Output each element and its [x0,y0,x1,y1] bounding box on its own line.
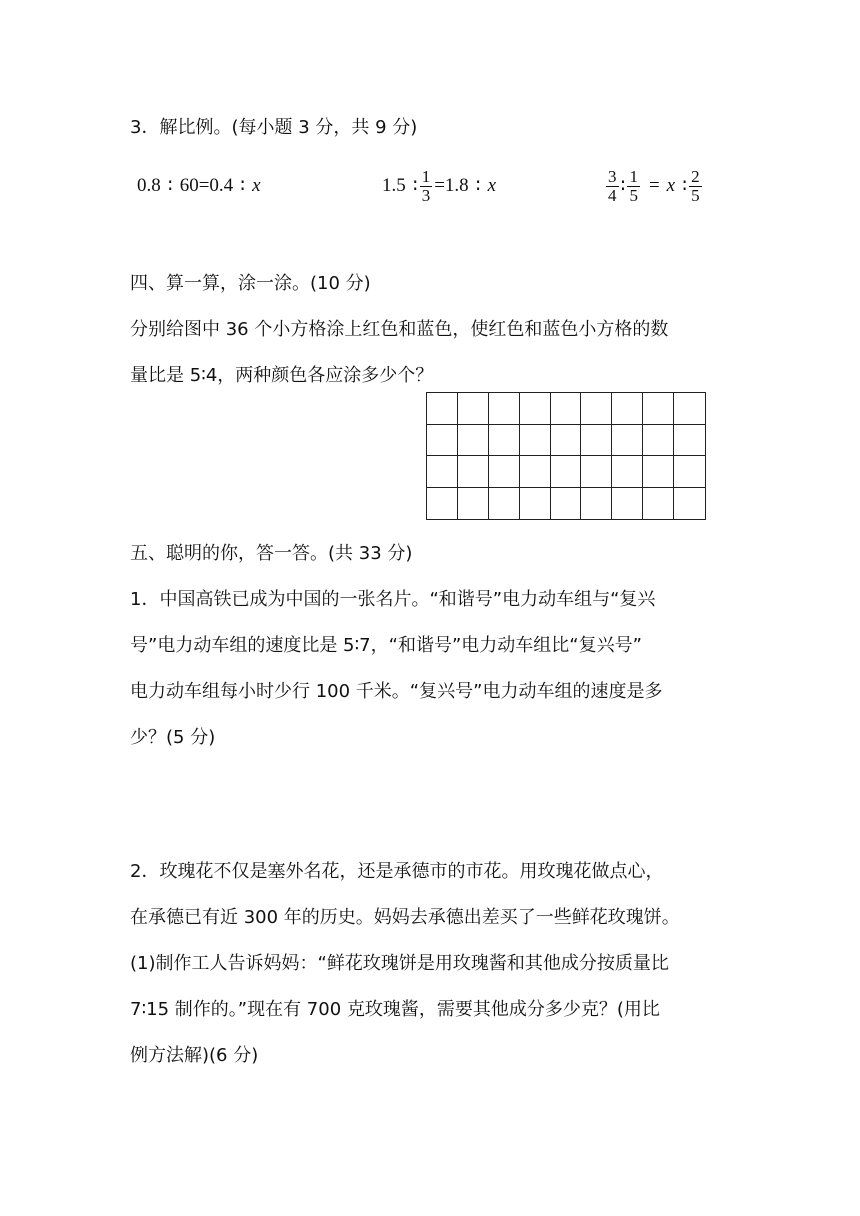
eq1-term-b: 60 [179,175,199,196]
grid-cell [612,488,643,520]
grid-cell [551,393,582,425]
grid-cell [581,456,612,488]
section3-heading: 3．解比例。(每小题 3 分，共 9 分) [130,117,418,138]
q2-line-1: 2．玫瑰花不仅是塞外名花，还是承德市的市花。用玫瑰花做点心， [130,861,664,882]
grid-cell [427,393,458,425]
q2-line-2: 在承德已有近 300 年的历史。妈妈去承德出差买了一些鲜花玫瑰饼。 [130,907,680,928]
grid-cell [643,456,674,488]
coloring-grid [426,392,706,520]
grid-cell [674,456,705,488]
eq3-fraction-a: $\frac{3}{4}$ [608,166,617,205]
grid-cell [458,425,489,457]
grid-cell [581,488,612,520]
grid-cell [520,456,551,488]
grid-cell [458,488,489,520]
equation-1: 0.8 ∶ 60 = 0.4 ∶ x [137,175,261,197]
grid-cell [674,393,705,425]
q1-line-3: 电力动车组每小时少行 100 千米。“复兴号”电力动车组的速度是多 [130,681,663,702]
eq3-fraction-b: $\frac{1}{5}$ [629,166,638,205]
q2-line-3: (1)制作工人告诉妈妈：“鲜花玫瑰饼是用玫瑰酱和其他成分按质量比 [130,953,669,974]
q1-line-2: 号”电力动车组的速度比是 5∶7，“和谐号”电力动车组比“复兴号” [130,635,642,656]
eq2-term-a: 1.5 [382,175,406,196]
grid-cell [643,425,674,457]
q2-line-4: 7∶15 制作的。”现在有 700 克玫瑰酱，需要其他成分多少克？(用比 [130,999,660,1020]
grid-cell [551,488,582,520]
equation-2: 1.5 ∶ $\frac{1}{3}$ = 1.8 ∶ x [382,166,497,205]
grid-cell [643,393,674,425]
q2-line-5: 例方法解)(6 分) [130,1045,259,1066]
grid-cell [489,488,520,520]
grid-cell [427,425,458,457]
grid-cell [551,456,582,488]
grid-cell [427,456,458,488]
section4-heading: 四、算一算，涂一涂。(10 分) [130,273,371,294]
grid-cell [458,393,489,425]
grid-cell [643,488,674,520]
grid-cell [489,456,520,488]
grid-cell [612,456,643,488]
grid-cell [520,425,551,457]
grid-cell [458,456,489,488]
grid-cell [581,393,612,425]
section5-heading: 五、聪明的你，答一答。(共 33 分) [130,543,413,564]
grid-cell [612,393,643,425]
grid-cell [520,393,551,425]
section4-text-line-2: 量比是 5∶4，两种颜色各应涂多少个？ [130,365,434,386]
q1-line-1: 1．中国高铁已成为中国的一张名片。“和谐号”电力动车组与“复兴 [130,589,656,610]
section4-text-line-1: 分别给图中 36 个小方格涂上红色和蓝色，使红色和蓝色小方格的数 [130,319,669,340]
equation-3: $\frac{3}{4}$ ∶ $\frac{1}{5}$ = x ∶ $\frac{2}{5}$ [608,166,700,205]
q1-line-4: 少？(5 分) [130,727,216,748]
eq1-term-a: 0.8 [137,175,161,196]
eq2-fraction: $\frac{1}{3}$ [421,166,431,205]
grid-cell [427,488,458,520]
eq1-unknown: x [252,175,261,196]
eq2-unknown: x [487,175,497,196]
grid-cell [520,488,551,520]
grid-cell [551,425,582,457]
grid-cell [489,393,520,425]
grid-cell [581,425,612,457]
grid-cell [674,488,705,520]
eq2-term-c: 1.8 [444,175,469,196]
grid-cell [489,425,520,457]
eq3-fraction-c: $\frac{2}{5}$ [691,166,700,205]
eq1-term-c: 0.4 [209,175,234,196]
grid-cell [674,425,705,457]
eq3-unknown: x [666,175,676,196]
grid-cell [612,425,643,457]
